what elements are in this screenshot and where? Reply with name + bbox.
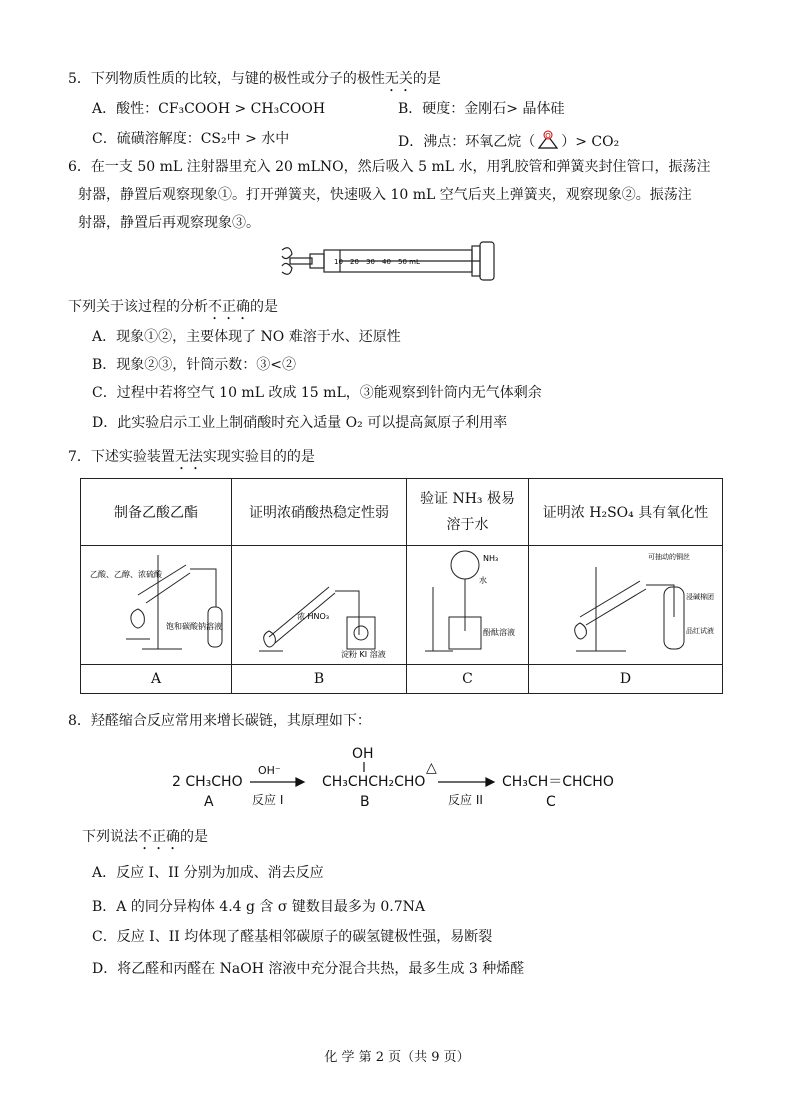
label-a-tube: 乙酸、乙醇、浓硫酸 — [90, 570, 162, 579]
q5-option-d: D．沸点：环氧乙烷（ O ）> CO₂ — [398, 132, 620, 150]
q8-ask: 下列说法不正确的是 — [82, 829, 208, 845]
syringe-scale-40: 40 — [382, 258, 391, 266]
q7-label-b: B — [232, 665, 407, 694]
hydroxyl-group: OH — [352, 746, 374, 762]
label-b-beaker: 淀粉 KI 溶液 — [341, 650, 386, 659]
q6-option-a: A．现象①②，主要体现了 NO 难溶于水、还原性 — [92, 329, 401, 345]
q8-stem: 8．羟醛缩合反应常用来增长碳链，其原理如下： — [68, 713, 371, 729]
syringe-figure — [280, 240, 520, 282]
syringe-scale-20: 20 — [350, 258, 359, 266]
label-c-gas: NH₃ — [482, 554, 498, 563]
ammonia-fountain-icon — [413, 547, 523, 659]
q8-option-b: B．A 的同分异构体 4.4 g 含 σ 键数目最多为 0.7NA — [92, 899, 425, 915]
q5-option-b: B．硬度：金刚石> 晶体硅 — [398, 101, 565, 117]
reactant-a: 2 CH₃CHO — [172, 774, 243, 790]
label-a-flask: 饱和碳酸钠溶液 — [166, 622, 222, 631]
apparatus-a — [81, 546, 232, 665]
ester-apparatus-icon — [86, 547, 226, 659]
q8-option-c: C．反应 I、II 均体现了醛基相邻碳原子的碳氢键极性强，易断裂 — [92, 929, 493, 945]
arrow2-label: 反应 II — [448, 793, 483, 807]
q5-stem: 5．下列物质性质的比较，与键的极性或分子的极性无关的是 — [68, 71, 441, 87]
syringe-scale-30: 30 — [366, 258, 375, 266]
product-b: CH₃CHCH₂CHO — [322, 774, 426, 790]
q7-label-d: D — [529, 665, 723, 694]
syringe-scale-50: 50 mL — [398, 258, 420, 266]
svg-text:O: O — [545, 132, 551, 140]
q6-line1: 6．在一支 50 mL 注射器里充入 20 mLNO，然后吸入 5 mL 水，用乳胶管和弹簧夹封住管口，振荡注 — [68, 159, 711, 175]
reactant-a-label: A — [204, 794, 214, 810]
q6-line3: 射器，静置后再观察现象③。 — [78, 215, 260, 231]
apparatus-d — [529, 546, 723, 665]
label-d-wire: 可抽动的铜丝 — [647, 553, 690, 561]
q5-option-a: A．酸性：CF₃COOH > CH₃COOH — [92, 101, 326, 117]
q5-option-c: C．硫磺溶解度：CS₂中 > 水中 — [92, 131, 290, 147]
q7-stem: 7．下述实验装置无法实现实验目的的是 — [68, 449, 315, 465]
product-c-label: C — [546, 794, 556, 810]
q6-ask: 下列关于该过程的分析不正确的是 — [68, 299, 278, 315]
label-c-beaker: 酚酞溶液 — [482, 628, 515, 637]
label-d-cotton: 浸碱棉团 — [685, 593, 714, 601]
q6-option-b: B．现象②③，针筒示数：③<② — [92, 357, 297, 373]
aldol-reaction-scheme — [160, 742, 640, 814]
q7-table — [80, 478, 723, 694]
q7-header-b: 证明浓硝酸热稳定性弱 — [232, 479, 407, 546]
q7-header-c: 验证 NH₃ 极易溶于水 — [407, 479, 529, 546]
q6-option-c: C．过程中若将空气 10 mL 改成 15 mL，③能观察到针筒内无气体剩余 — [92, 385, 542, 401]
q7-label-c: C — [407, 665, 529, 694]
product-c: CH₃CH＝CHCHO — [502, 774, 614, 790]
label-c-water: 水 — [478, 576, 487, 585]
q7-label-a: A — [81, 665, 232, 694]
arrow1-catalyst: OH⁻ — [258, 764, 281, 777]
arrow2-heat: △ — [426, 760, 437, 776]
epoxide-structure — [535, 130, 561, 150]
product-b-label: B — [360, 794, 370, 810]
label-b-acid: 浓 HNO₃ — [297, 612, 330, 621]
page-footer: 化 学 第 2 页（共 9 页） — [324, 1050, 470, 1065]
syringe-scale-10: 10 — [334, 258, 343, 266]
label-d-solution: 品红试液 — [685, 627, 714, 635]
q6-option-d: D．此实验启示工业上制硝酸时充入适量 O₂ 可以提高氮原子利用率 — [92, 415, 508, 431]
apparatus-c — [407, 546, 529, 665]
apparatus-b — [232, 546, 407, 665]
arrow1-label: 反应 I — [252, 793, 284, 807]
q7-header-a: 制备乙酸乙酯 — [81, 479, 232, 546]
q8-option-d: D．将乙醛和丙醛在 NaOH 溶液中充分混合共热，最多生成 3 种烯醛 — [92, 961, 525, 977]
q7-header-d: 证明浓 H₂SO₄ 具有氧化性 — [529, 479, 723, 546]
q6-line2: 射器，静置后观察现象①。打开弹簧夹，快速吸入 10 mL 空气后夹上弹簧夹，观察现象②。振荡注 — [78, 187, 692, 203]
sulfuric-apparatus-icon — [536, 547, 716, 659]
nitric-apparatus-icon — [239, 547, 399, 659]
q8-option-a: A．反应 I、II 分别为加成、消去反应 — [92, 865, 324, 881]
